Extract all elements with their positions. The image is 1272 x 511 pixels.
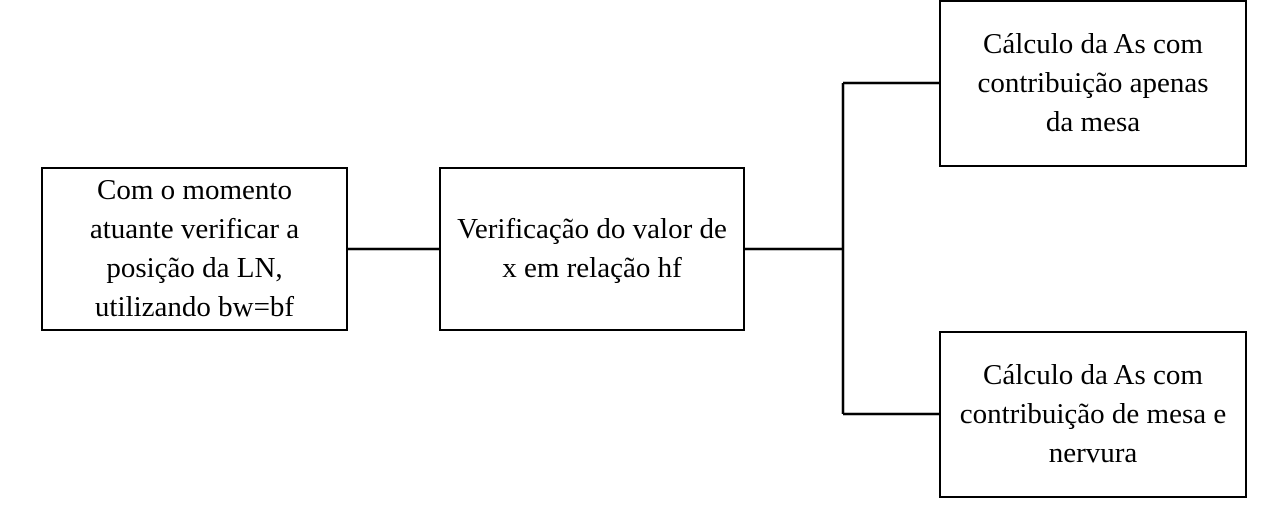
node-start-check-neutral-axis <box>41 167 348 331</box>
node-as-table-and-rib <box>939 331 1247 498</box>
node-table-and-rib-label: Cálculo da As com contribuição de mesa e nervura <box>959 359 1227 469</box>
node-start-label: Com o momento atuante verificar a posição da LN, utilizando bw=bf <box>89 174 300 323</box>
node-verify-x-vs-hf <box>439 167 745 331</box>
node-as-table-only <box>939 0 1247 167</box>
node-table-only-label: Cálculo da As com contribuição apenas da mesa <box>977 28 1209 138</box>
node-verify-label: Verificação do valor de x em relação hf <box>457 213 727 284</box>
